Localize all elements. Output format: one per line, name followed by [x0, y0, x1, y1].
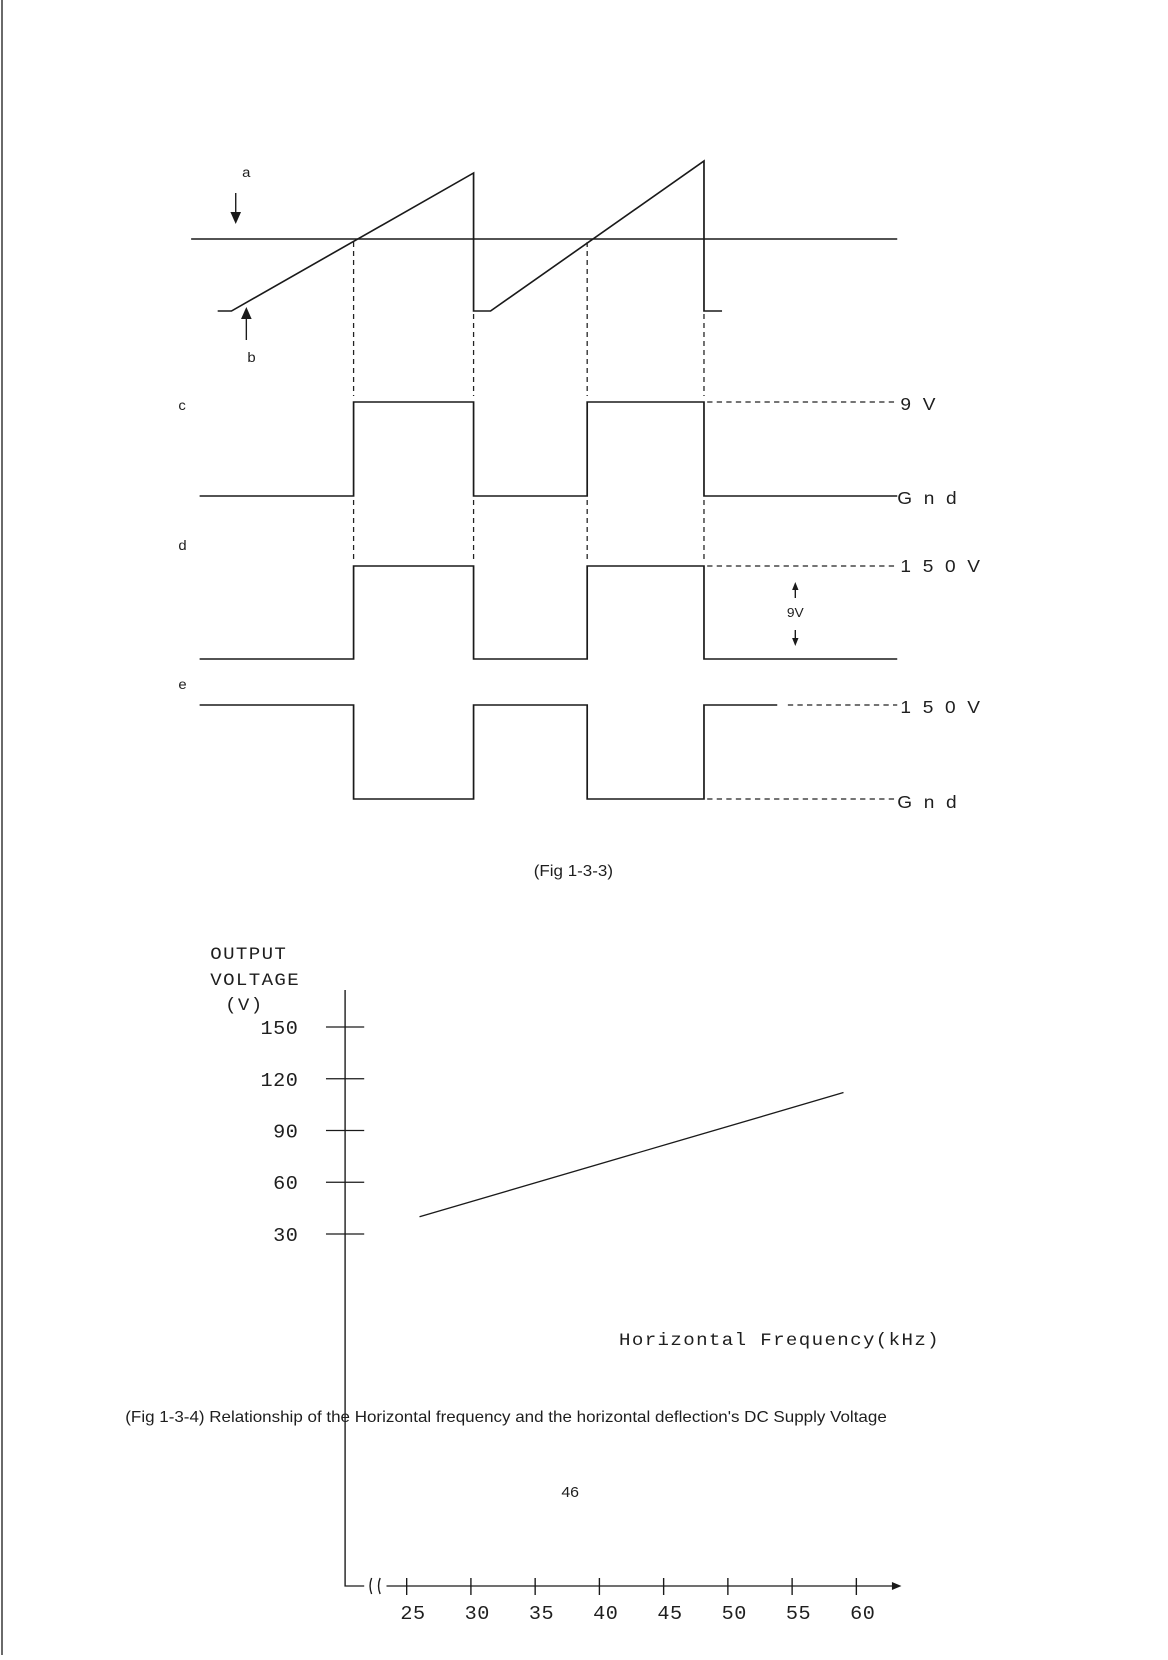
waveform-e-square [200, 705, 778, 799]
x-axis-arrow-icon [892, 1582, 902, 1590]
x-tick-label: 30 [464, 1603, 490, 1625]
y-axis-label-line-2: VOLTAGE [210, 970, 301, 991]
x-tick-label: 60 [850, 1603, 876, 1625]
swing-arrow-down-head-icon [792, 638, 798, 646]
x-tick-label: 25 [400, 1603, 426, 1625]
swing-arrow-up-head-icon [792, 582, 798, 590]
waveform-label-e: e [178, 677, 187, 693]
figure-1-3-3-waveforms [178, 161, 983, 880]
waveform-c-square [200, 402, 898, 496]
waveform-label-a: a [242, 165, 251, 181]
level-label-e-high: 1 5 0 V [900, 696, 984, 717]
x-tick-label: 45 [657, 1603, 683, 1625]
x-tick-label: 35 [528, 1603, 555, 1625]
x-axis-label: Horizontal Frequency(kHz) [619, 1330, 941, 1351]
page-number: 46 [561, 1484, 580, 1501]
y-axis-label-line-1: OUTPUT [210, 944, 288, 965]
waveform-label-d: d [178, 538, 187, 554]
y-tick-label: 120 [260, 1070, 299, 1092]
waveform-label-b: b [247, 350, 256, 366]
chart-marks [260, 1018, 875, 1624]
y-tick-label: 150 [260, 1018, 299, 1040]
x-tick-label: 40 [593, 1603, 619, 1625]
figure-1-3-4-caption: (Fig 1-3-4) Relationship of the Horizontal frequency and the horizontal deflection's DC Supply Voltage [125, 1408, 887, 1426]
waveform-b-sawtooth [218, 161, 722, 311]
level-label-d-high: 1 5 0 V [900, 555, 984, 576]
figure-1-3-4-chart [125, 944, 940, 1624]
level-label-c-gnd: G n d [897, 487, 960, 508]
y-tick-label: 30 [273, 1225, 299, 1247]
axis-break-mark [379, 1578, 381, 1594]
x-tick-label: 55 [785, 1603, 812, 1625]
figure-1-3-3-caption: (Fig 1-3-3) [533, 862, 614, 880]
arrow-a-head-icon [230, 212, 241, 224]
axis-break-mark [370, 1578, 372, 1594]
y-tick-label: 60 [273, 1173, 299, 1196]
level-label-c-high: 9 V [900, 393, 939, 414]
x-tick-label: 50 [721, 1603, 747, 1625]
y-axis-label-line-3: (V) [225, 995, 264, 1016]
level-label-e-gnd: G n d [897, 791, 960, 812]
y-tick-label: 90 [273, 1121, 299, 1144]
arrow-b-head-icon [241, 307, 252, 319]
series-line-output-voltage [420, 1093, 844, 1217]
swing-label-d: 9V [786, 605, 804, 620]
waveform-label-c: c [178, 398, 186, 414]
